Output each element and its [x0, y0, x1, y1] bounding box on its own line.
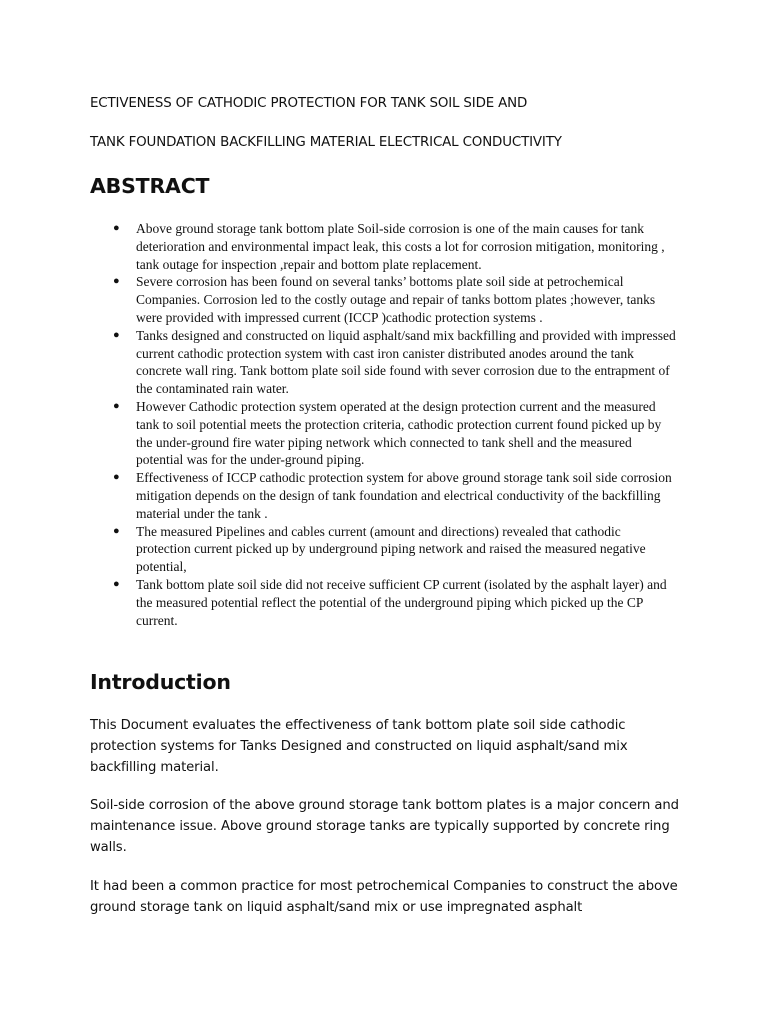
abstract-bullet: [0, 576, 676, 629]
introduction-paragraph-3: It had been a common practice for most petrochemical Companies to construct the above ground storage tank on liquid asphalt/sand mix or use impregnated asphalt: [90, 879, 678, 915]
abstract-bullet-text: The measured Pipelines and cables current (amount and directions) revealed that cathodic protection current picked up by underground piping network and raised the measured negative potential,: [136, 523, 646, 575]
abstract-bullet: [0, 398, 676, 469]
bullet-icon: ●: [113, 577, 120, 590]
bullet-icon: ●: [113, 471, 120, 484]
document-title-line-1: ECTIVENESS OF CATHODIC PROTECTION FOR TANK SOIL SIDE AND: [90, 96, 528, 111]
abstract-bullet-text: Tank bottom plate soil side did not receive sufficient CP current (isolated by the asphalt layer) and the measured potential reflect the potential of the underground piping which picked up the CP current.: [136, 576, 667, 628]
bullet-icon: ●: [113, 524, 120, 537]
abstract-bullet: [0, 523, 676, 576]
abstract-bullet-text: Severe corrosion has been found on several tanks’ bottoms plate soil side at petrochemical Companies. Corrosion led to the costly outage and repair of tanks bottom plates ;however, tanks were provided with impressed current (ICCP )cathodic protection systems .: [136, 274, 656, 325]
introduction-heading: Introduction: [90, 670, 231, 694]
abstract-bullet: [0, 273, 676, 326]
bullet-icon: ●: [113, 222, 120, 234]
abstract-bullet: [0, 469, 676, 522]
abstract-bullet-text: Effectiveness of ICCP cathodic protection system for above ground storage tank soil side corrosion mitigation depends on the design of tank foundation and electrical conductivity of the backfilling material under the tank .: [136, 470, 672, 521]
abstract-bullet-text: Above ground storage tank bottom plate Soil-side corrosion is one of the main causes for tank deterioration and environmental impact leak, this costs a lot for corrosion mitigation, monitoring , tank outage for inspection ,repair and bottom plate replacement.: [136, 221, 665, 272]
abstract-bullet: [0, 327, 676, 398]
document-title-line-2: TANK FOUNDATION BACKFILLING MATERIAL ELECTRICAL CONDUCTIVITY: [90, 135, 562, 150]
bullet-icon: ●: [113, 275, 120, 288]
abstract-bullet-text: However Cathodic protection system operated at the design protection current and the measured tank to soil potential meets the protection criteria, cathodic protection current found picked up by the under-ground fire water piping network which connected to tank shell and the measured potential was for the under-ground piping.: [136, 398, 662, 468]
introduction-paragraph-1: This Document evaluates the effectiveness of tank bottom plate soil side cathodic protection systems for Tanks Designed and constructed on liquid asphalt/sand mix backfilling material.: [90, 718, 628, 775]
introduction-paragraph-2: Soil-side corrosion of the above ground storage tank bottom plates is a major concern and maintenance issue. Above ground storage tanks are typically supported by concrete ring walls.: [90, 798, 679, 855]
bullet-icon: ●: [113, 328, 120, 341]
bullet-icon: ●: [113, 399, 120, 412]
abstract-heading: ABSTRACT: [90, 174, 210, 198]
abstract-bullet: [0, 220, 676, 273]
abstract-bullet-list: [0, 220, 768, 629]
abstract-bullet-text: Tanks designed and constructed on liquid asphalt/sand mix backfilling and provided with impressed current cathodic protection system with cast iron canister distributed anodes around the tank concrete wall ring. Tank bottom plate soil side found with sever corrosion due to the entrapment of the contaminated rain water.: [136, 327, 676, 397]
